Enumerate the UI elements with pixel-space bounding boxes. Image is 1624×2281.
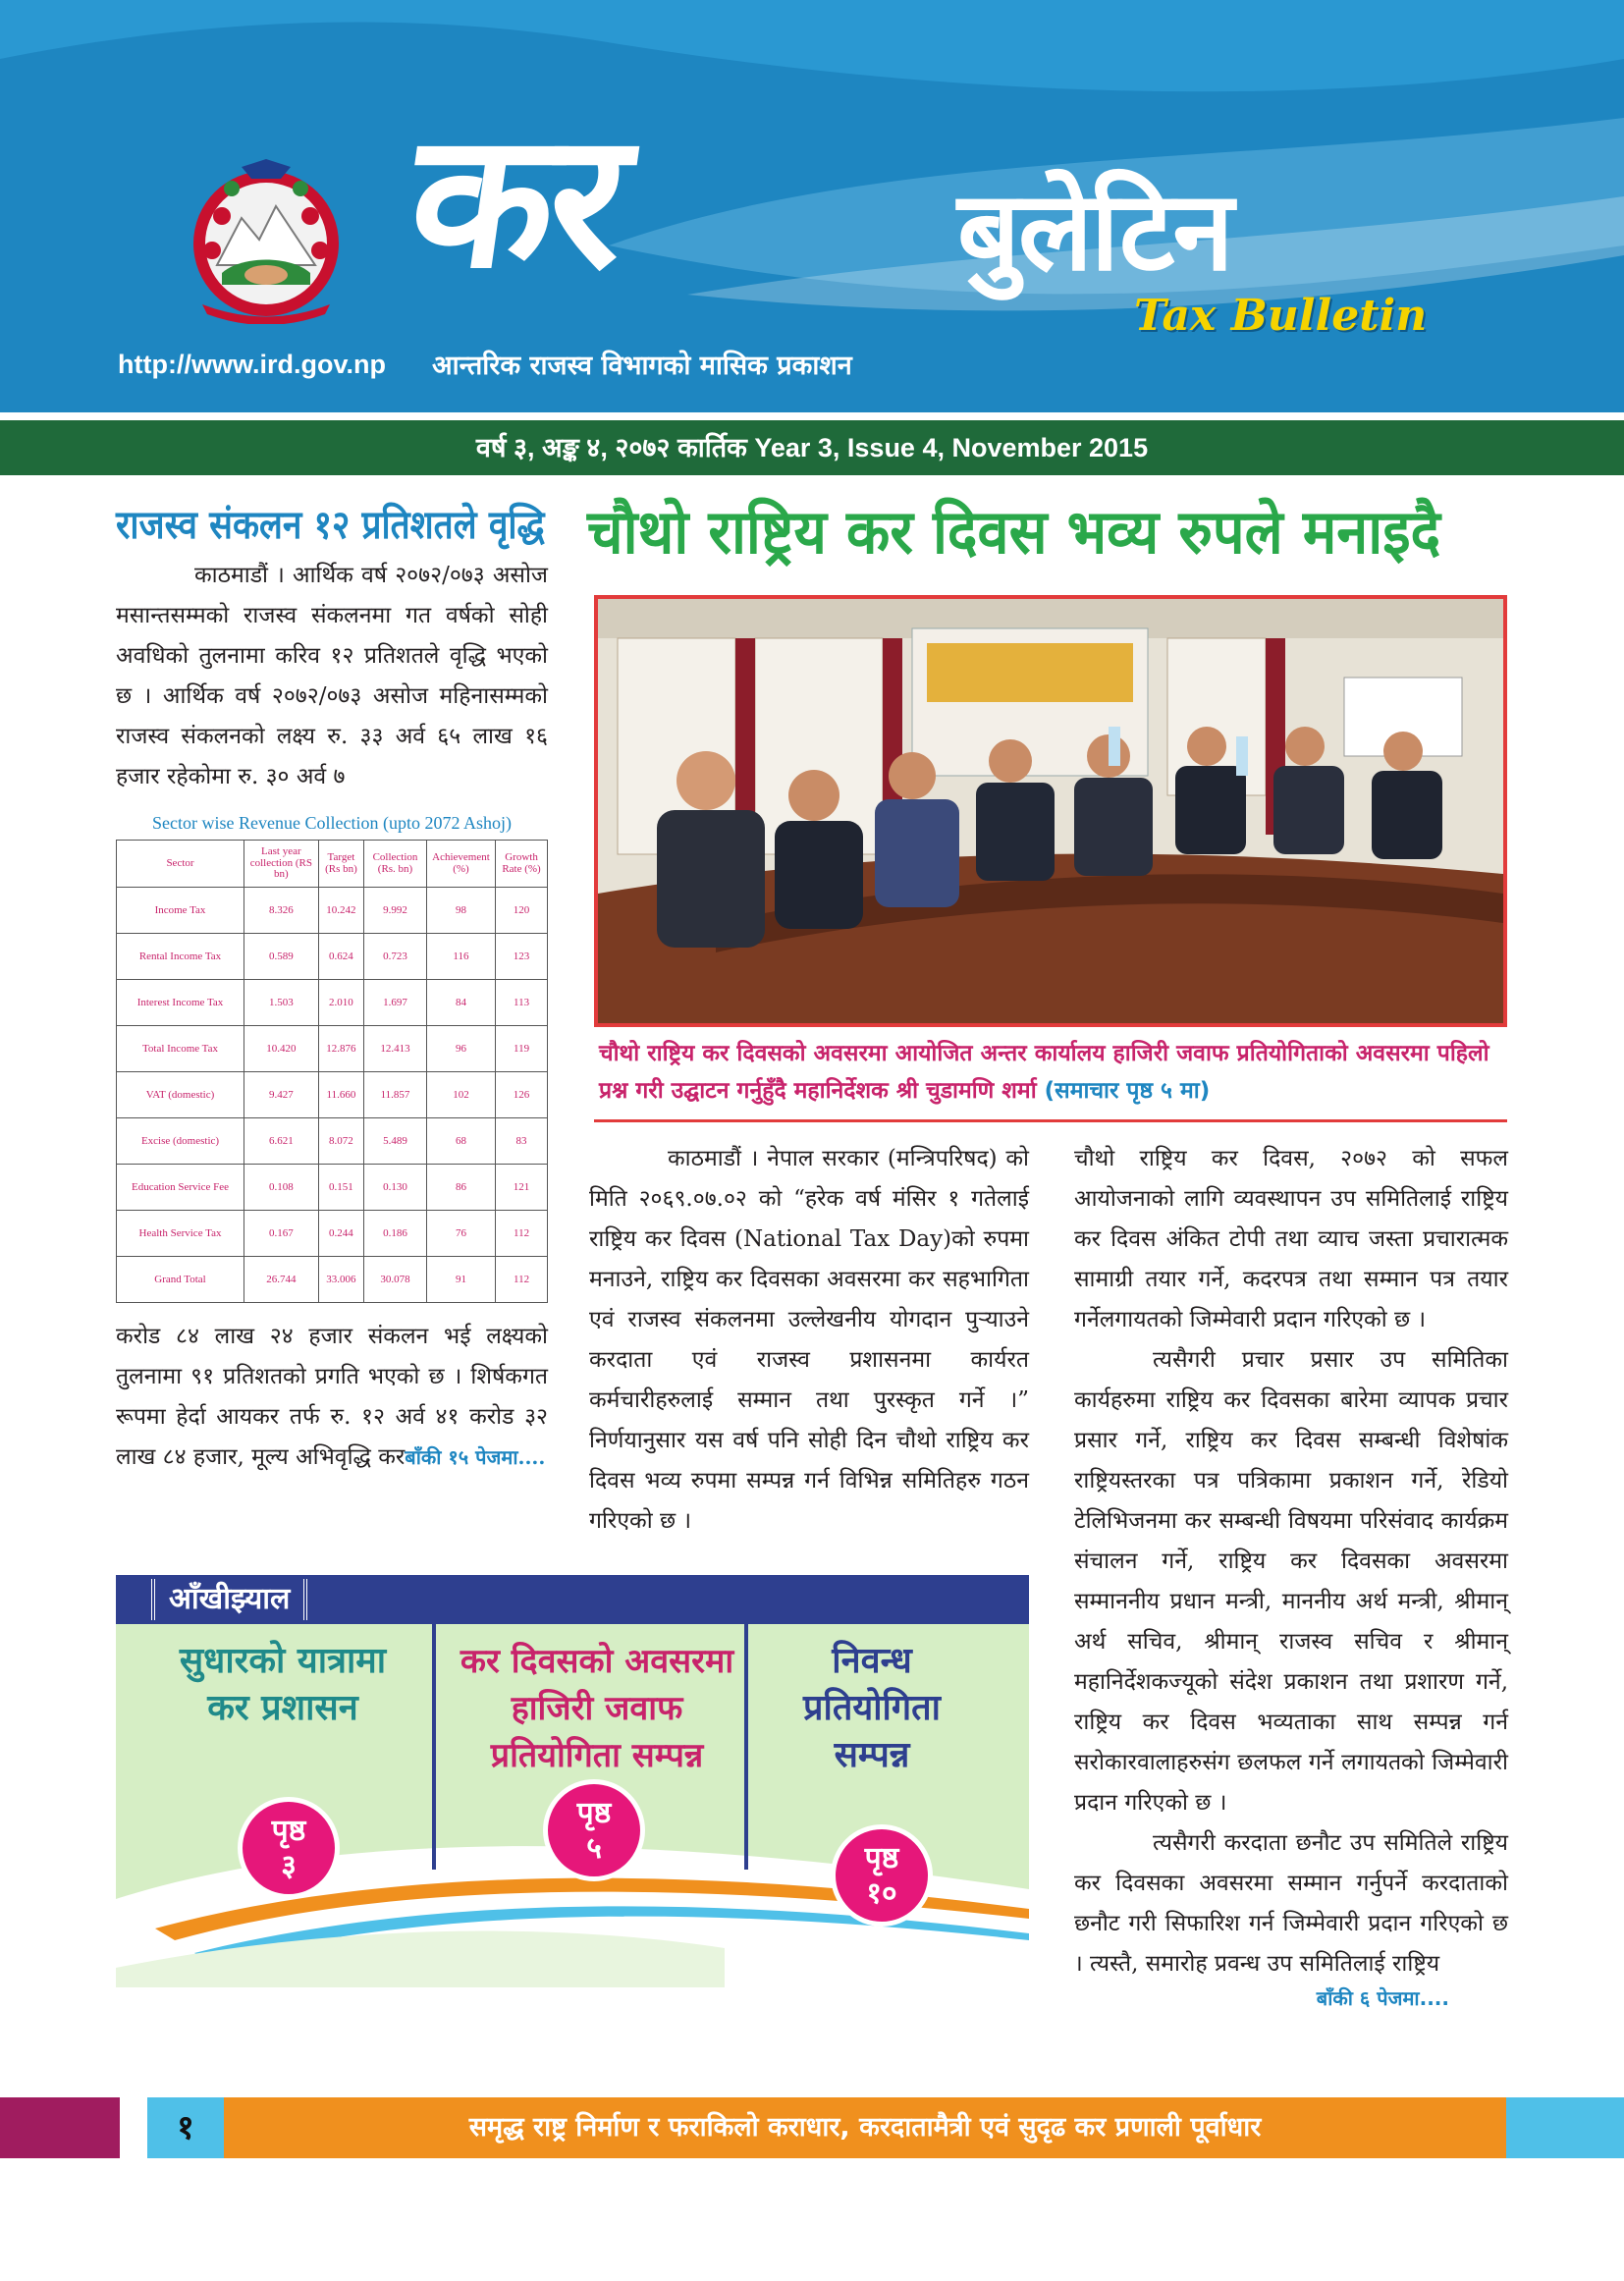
table-value-cell: 26.744 [244, 1257, 319, 1303]
main-headline: चौथो राष्ट्रिय कर दिवस भव्य रुपले मनाइदै [587, 496, 1441, 568]
photo-caption-text: चौथो राष्ट्रिय कर दिवसको अवसरमा आयोजित अन्तर कार्यालय हाजिरी जवाफ प्रतियोगिताको अवसरमा पहिलो प्रश्न गरी उद्घाटन गर्नुहुँदै महानिर्देशक श्री चुडामणि शर्मा [599, 1041, 1489, 1104]
main-article-column-1 [589, 1139, 1029, 1542]
table-value-cell: 12.876 [318, 1026, 363, 1072]
window-item-title[interactable]: कर दिवसको अवसरमा हाजिरी जवाफ प्रतियोगिता सम्पन्न [460, 1642, 734, 1775]
table-header-cell: Achievement (%) [426, 841, 495, 888]
revenue-headline: राजस्व संकलन १२ प्रतिशतले वृद्धि [116, 503, 545, 548]
window-box-label: आँखीझ्याल [151, 1579, 307, 1620]
table-row [117, 1257, 548, 1303]
footer-bar [0, 2097, 1624, 2158]
table-value-cell: 30.078 [364, 1257, 427, 1303]
table-row [117, 1118, 548, 1165]
revenue-table-body [117, 888, 548, 1303]
window-wave-decoration [116, 1575, 1029, 1987]
page-badge-number: १० [866, 1876, 897, 1911]
revenue-continued-link[interactable]: बाँकी १५ पेजमा.... [405, 1445, 546, 1469]
table-value-cell: 8.072 [318, 1118, 363, 1165]
main-article-column-2 [1074, 1139, 1508, 2011]
table-row [117, 1211, 548, 1257]
table-header-cell: Last year collection (RS bn) [244, 841, 319, 888]
table-value-cell: 0.589 [244, 934, 319, 980]
window-item-title[interactable]: सुधारको यात्रामा कर प्रशासन [179, 1641, 387, 1728]
page-badge-word: पृष्ठ [576, 1796, 612, 1830]
window-box [116, 1575, 1029, 1987]
table-value-cell: 2.010 [318, 980, 363, 1026]
table-value-cell: 113 [496, 980, 548, 1026]
table-value-cell: 12.413 [364, 1026, 427, 1072]
table-value-cell: 10.420 [244, 1026, 319, 1072]
table-row [117, 934, 548, 980]
footer-accent-left [0, 2097, 120, 2158]
revenue-paragraph-1: काठमाडौं । आर्थिक वर्ष २०७२/०७३ असोज मसान्तसम्मको राजस्व संकलनमा गत वर्षको सोही अवधिको तुलनामा करिव १२ प्रतिशतले वृद्धि भएको छ । आर्थिक वर्ष २०७२/०७३ असोज महिनासम्मको राजस्व संकलनको लक्ष्य रु. ३३ अर्व ६५ लाख १६ हजार रहेकोमा रु. ३० अर्व ७ [116, 563, 548, 789]
table-sector-cell: Total Income Tax [117, 1026, 244, 1072]
table-sector-cell: Education Service Fee [117, 1165, 244, 1211]
table-value-cell: 11.857 [364, 1072, 427, 1118]
footer-accent-right [1506, 2097, 1624, 2158]
revenue-table [116, 840, 548, 1303]
table-sector-cell: Income Tax [117, 888, 244, 934]
table-value-cell: 76 [426, 1211, 495, 1257]
revenue-paragraph-2 [116, 1317, 548, 1478]
page-badge-word: पृष्ठ [271, 1814, 306, 1848]
table-header-cell: Target (Rs bn) [318, 841, 363, 888]
page-badge-number: ३ [281, 1849, 297, 1883]
footer-page-number: १ [147, 2097, 224, 2158]
page-badge[interactable] [238, 1797, 340, 1899]
table-header-cell: Sector [117, 841, 244, 888]
window-divider [432, 1624, 436, 1870]
table-value-cell: 5.489 [364, 1118, 427, 1165]
table-value-cell: 116 [426, 934, 495, 980]
table-row [117, 1165, 548, 1211]
issue-info-bar: वर्ष ३, अङ्क ४, २०७२ कार्तिक Year 3, Issue 4, November 2015 [0, 420, 1624, 475]
window-item-title[interactable]: निवन्ध प्रतियोगिता सम्पन्न [803, 1641, 941, 1775]
masthead-subtitle: आन्तरिक राजस्व विभागको मासिक प्रकाशन [432, 351, 852, 381]
table-row [117, 1026, 548, 1072]
table-value-cell: 0.244 [318, 1211, 363, 1257]
table-value-cell: 8.326 [244, 888, 319, 934]
caption-divider [594, 1119, 1507, 1122]
table-value-cell: 123 [496, 934, 548, 980]
table-value-cell: 33.006 [318, 1257, 363, 1303]
table-value-cell: 0.624 [318, 934, 363, 980]
revenue-table-caption: Sector wise Revenue Collection (upto 2072 Ashoj) [152, 813, 512, 833]
table-value-cell: 10.242 [318, 888, 363, 934]
main-article-paragraph-4: त्यसैगरी करदाता छनौट उप समितिले राष्ट्रिय कर दिवसका अवसरमा सम्मान गर्नुपर्ने करदाताको छनौट गरी सिफारिश गर्न जिम्मेवारी प्रदान गरिएको छ । त्यस्तै, समारोह प्रवन्ध उप समितिलाई राष्ट्रिय [1074, 1830, 1508, 1977]
table-value-cell: 0.186 [364, 1211, 427, 1257]
window-divider [744, 1624, 748, 1870]
table-value-cell: 86 [426, 1165, 495, 1211]
table-value-cell: 83 [496, 1118, 548, 1165]
main-article-continued-link[interactable]: बाँकी ६ पेजमा.... [1316, 1986, 1449, 2010]
table-row [117, 888, 548, 934]
masthead-title-english: Tax Bulletin [1134, 291, 1428, 341]
table-value-cell: 102 [426, 1072, 495, 1118]
table-sector-cell: Excise (domestic) [117, 1118, 244, 1165]
main-article-paragraph-3: त्यसैगरी प्रचार प्रसार उप समितिका कार्यहरुमा राष्ट्रिय कर दिवसका बारेमा व्यापक प्रचार प्रसार गर्ने, राष्ट्रिय कर दिवस सम्बन्धी विशेषांक राष्ट्रियस्तरका पत्र पत्रिकामा प्रकाशन गर्ने, रेडियो टेलिभिजनमा कर सम्बन्धी विषयमा परिसंवाद कार्यक्रम संचालन गर्ने, राष्ट्रिय कर दिवसका अवसरमा सम्माननीय प्रधान मन्त्री, माननीय अर्थ मन्त्री, श्रीमान् अर्थ सचिव, श्रीमान् राजस्व सचिव र श्रीमान् महानिर्देशकज्यूको संदेश प्रकाशन तथा प्रशारण गर्ने, राष्ट्रिय कर दिवस भव्यताका साथ सम्पन्न गर्न सरोकारवालाहरुसंग छलफल गर्ने लगायतको जिम्मेवारी प्रदान गरिएको छ । [1074, 1347, 1508, 1816]
window-box-header [116, 1575, 1029, 1624]
main-article-paragraph-2: चौथो राष्ट्रिय कर दिवस, २०७२ को सफल आयोजनाको लागि व्यवस्थापन उप समितिलाई राष्ट्रिय कर दिवस अंकित टोपी तथा व्याच जस्ता प्रचारात्मक सामाग्री तयार गर्ने, कदरपत्र तथा सम्मान पत्र तयार गर्नेलगायतको जिम्मेवारी प्रदान गरिएको छ । [1074, 1146, 1508, 1332]
table-value-cell: 98 [426, 888, 495, 934]
photo-caption-reference[interactable]: (समाचार पृष्ठ ५ मा) [1044, 1078, 1211, 1104]
table-value-cell: 0.130 [364, 1165, 427, 1211]
table-value-cell: 11.660 [318, 1072, 363, 1118]
revenue-article [116, 503, 548, 1478]
footer-slogan: समृद्ध राष्ट्र निर्माण र फराकिलो कराधार, करदातामैत्री एवं सुदृढ कर प्रणाली पूर्वाधार [224, 2097, 1506, 2158]
table-sector-cell: Health Service Tax [117, 1211, 244, 1257]
page-badge-number: ५ [586, 1831, 602, 1866]
table-value-cell: 112 [496, 1211, 548, 1257]
table-value-cell: 1.697 [364, 980, 427, 1026]
website-url[interactable]: http://www.ird.gov.np [118, 350, 386, 379]
table-value-cell: 6.621 [244, 1118, 319, 1165]
meeting-photo-icon [594, 595, 1507, 1027]
table-header-cell: Collection (Rs. bn) [364, 841, 427, 888]
revenue-paragraph-2-text: करोड ८४ लाख २४ हजार संकलन भई लक्ष्यको तुलनामा ९१ प्रतिशतको प्रगति भएको छ । शिर्षकगत रूपमा हेर्दा आयकर तर्फ रु. १२ अर्व ४१ करोड ३२ लाख ८४ हजार, मूल्य अभिवृद्धि कर [116, 1324, 548, 1470]
table-value-cell: 9.427 [244, 1072, 319, 1118]
table-value-cell: 84 [426, 980, 495, 1026]
table-header-cell: Growth Rate (%) [496, 841, 548, 888]
table-value-cell: 0.108 [244, 1165, 319, 1211]
page-badge[interactable] [831, 1824, 933, 1927]
table-sector-cell: Grand Total [117, 1257, 244, 1303]
table-value-cell: 0.167 [244, 1211, 319, 1257]
table-row [117, 1072, 548, 1118]
table-sector-cell: Rental Income Tax [117, 934, 244, 980]
table-header-row [117, 841, 548, 888]
table-value-cell: 120 [496, 888, 548, 934]
table-value-cell: 96 [426, 1026, 495, 1072]
main-article-paragraph-1: काठमाडौं । नेपाल सरकार (मन्त्रिपरिषद) को मिति २०६९.०७.०२ को “हरेक वर्ष मंसिर १ गतेलाई राष्ट्रिय कर दिवस (National Tax Day)को रुपमा मनाउने, राष्ट्रिय कर दिवसका अवसरमा कर सहभागिता एवं राजस्व संकलनमा उल्लेखनीय योगदान पुऱ्याउने करदाता एवं राजस्व प्रशासनमा कार्यरत कर्मचारीहरुलाई सम्मान तथा पुरस्कृत गर्ने ।” निर्णयानुसार यस वर्ष पनि सोही दिन चौथो राष्ट्रिय कर दिवस भव्य रुपमा सम्पन्न गर्न विभिन्न समितिहरु गठन गरिएको छ । [589, 1146, 1029, 1534]
masthead [0, 0, 1624, 412]
table-value-cell: 0.723 [364, 934, 427, 980]
table-value-cell: 0.151 [318, 1165, 363, 1211]
table-value-cell: 121 [496, 1165, 548, 1211]
nepal-emblem-icon [183, 157, 350, 324]
table-value-cell: 112 [496, 1257, 548, 1303]
table-value-cell: 1.503 [244, 980, 319, 1026]
table-value-cell: 9.992 [364, 888, 427, 934]
photo-caption [599, 1035, 1512, 1110]
page-badge[interactable] [543, 1779, 645, 1881]
table-row [117, 980, 548, 1026]
table-sector-cell: Interest Income Tax [117, 980, 244, 1026]
table-sector-cell: VAT (domestic) [117, 1072, 244, 1118]
table-value-cell: 119 [496, 1026, 548, 1072]
page-badge-word: पृष्ठ [864, 1841, 899, 1875]
table-value-cell: 91 [426, 1257, 495, 1303]
table-value-cell: 68 [426, 1118, 495, 1165]
masthead-title-bulletin: बुलेटिन [957, 168, 1232, 296]
masthead-title-kar: कर [397, 92, 636, 309]
table-value-cell: 126 [496, 1072, 548, 1118]
